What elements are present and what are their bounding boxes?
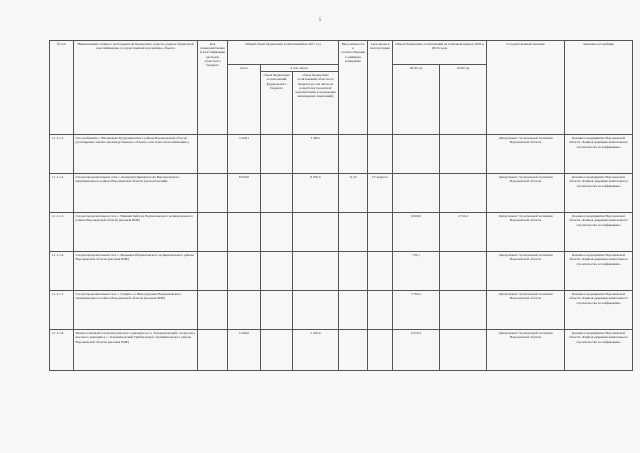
budget-code [198,213,228,252]
regional-2017 [293,252,339,291]
header-federal: объем бюджетных ассигнований федерального бюджета [261,72,293,135]
header-including: в том числе: [261,65,339,72]
amount-2018: 6 522,3 [393,330,440,371]
amount-2018 [393,174,440,213]
developer-name: Казенное предприятие Воронежской области «Единая дирекция капитального строительства и газификации» [565,135,633,174]
total-2017: 5 200,0 [228,330,261,371]
capacity-value [339,213,368,252]
customer-name: Департамент строительной политики Воронежской области [487,291,565,330]
commissioning-term [368,291,393,330]
customer-name: Департамент строительной политики Воронежской области [487,135,565,174]
amount-2019 [440,174,487,213]
federal-2017 [261,135,293,174]
commissioning-term [368,330,393,371]
header-name: Наименование главного распорядителя бюджетных средств, раздела бюджетной классификации, государственной программы, объекта [74,41,198,135]
capacity-value [339,330,368,371]
table-header [50,41,633,135]
regional-2017: 5 200,0 [293,330,339,371]
amount-2019 [440,252,487,291]
developer-name: Казенное предприятие Воронежской области «Единая дирекция капитального строительства и газификации» [565,330,633,371]
total-2017: 3 428,1 [228,135,261,174]
federal-2017 [261,330,293,371]
budget-code [198,252,228,291]
header-developer: Заказчик-застройщик [565,41,633,135]
developer-name: Казенное предприятие Воронежской области «Единая дирекция капитального строительства и газификации» [565,291,633,330]
table-row [50,291,633,330]
developer-name: Казенное предприятие Воронежской области «Единая дирекция капитального строительства и газификации» [565,174,633,213]
row-number: 1.1.1.1.6 [50,252,74,291]
amount-2019 [440,135,487,174]
object-name: Газораспределительные сети с. Копылки Прикнепасова Верхнехавского муниципального района Воронежской области (экологический) [74,174,198,213]
object-name: Газораспределительная сеть с. Гущино, п. Виноградовка Верхнехавского муниципального района Воронежской области (валовая ПИР) [74,291,198,330]
customer-name: Департамент строительной политики Воронежской области [487,174,565,213]
customer-name: Департамент строительной политики Воронежской области [487,252,565,291]
table-row [50,174,633,213]
table-body [50,135,633,371]
object-name: Межпоселковый газопровод высокого давления до п. Телермановский, газопровод высокого давления к с. Телермановский Грибановского муниципального района Воронежской области (валовая ПИР) [74,330,198,371]
header-no: № п/п [50,41,74,135]
federal-2017 [261,291,293,330]
capacity-value [339,135,368,174]
commissioning-term [368,135,393,174]
total-2017 [228,252,261,291]
row-number: 1.1.1.1.7 [50,291,74,330]
regional-2017: 3 428,1 [293,135,339,174]
header-total: всего [228,65,261,135]
customer-name: Департамент строительной политики Воронежской области [487,330,565,371]
table-row [50,213,633,252]
commissioning-term [368,252,393,291]
customer-name: Департамент строительной политики Воронежской области [487,213,565,252]
amount-2019: 2 511,0 [440,213,487,252]
header-capacity: Ввод мощности в соответствующих единицах измерения [339,41,368,135]
object-name: Газоснабжение с. Васильевка Бутурлиновского района Воронежской области (расширение опытно-производственного объекта «Система теплоснабжения») [74,135,198,174]
amount-2018: 3 792,2 [393,291,440,330]
row-number: 1.1.1.1.8 [50,330,74,371]
capacity-value [339,291,368,330]
developer-name: Казенное предприятие Воронежской области «Единая дирекция капитального строительства и газификации» [565,213,633,252]
capacity-value: 11,32 [339,174,368,213]
federal-2017 [261,213,293,252]
amount-2018: 736,1 [393,252,440,291]
regional-2017: 8 050,0 [293,174,339,213]
budget-table [49,40,633,371]
object-name: Газораспределительная сеть с. Нижняя Байгора Верхнехавского муниципального района Воронежской области (валовая ПИР) [74,213,198,252]
regional-2017 [293,213,339,252]
header-2018: 2018 год [393,65,440,135]
federal-2017 [261,252,293,291]
total-2017: 8 050,0 [228,174,261,213]
budget-code [198,174,228,213]
row-number: 1.1.1.1.5 [50,213,74,252]
header-commissioning: Срок ввода в эксплуатацию [368,41,393,135]
object-name: Газораспределительная сеть с. Марьевка Верхнехавского муниципального района Воронежской области (валовая ПИР) [74,252,198,291]
table-row [50,135,633,174]
regional-2017 [293,291,339,330]
amount-2018 [393,135,440,174]
table-row [50,330,633,371]
federal-2017 [261,174,293,213]
page-number: 5 [318,18,322,23]
capacity-value [339,252,368,291]
budget-code [198,330,228,371]
header-2019: 2019 год [440,65,487,135]
table-row [50,252,633,291]
header-regional: объем бюджетных ассигнований областного бюджета (в том числе на разработку проектной документации и проведение инженерных изысканий) [293,72,339,135]
developer-name: Казенное предприятие Воронежской области «Единая дирекция капитального строительства и газификации» [565,252,633,291]
header-code: Код подведомственной классификации расходов областного бюджета [198,41,228,135]
amount-2018: 6 000,0 [393,213,440,252]
header-planned-volume: Объем бюджетных ассигнований на плановый период 2018 и 2019 годов [393,41,487,65]
total-2017 [228,291,261,330]
header-total-volume: Общий объем бюджетных ассигнований на 2017 год [228,41,339,65]
amount-2019 [440,291,487,330]
header-customer: Государственный заказчик [487,41,565,135]
commissioning-term [368,213,393,252]
amount-2019 [440,330,487,371]
row-number: 1.1.1.1.2 [50,135,74,174]
row-number: 1.1.1.1.4 [50,174,74,213]
total-2017 [228,213,261,252]
commissioning-term: IV квартал [368,174,393,213]
budget-code [198,135,228,174]
budget-code [198,291,228,330]
